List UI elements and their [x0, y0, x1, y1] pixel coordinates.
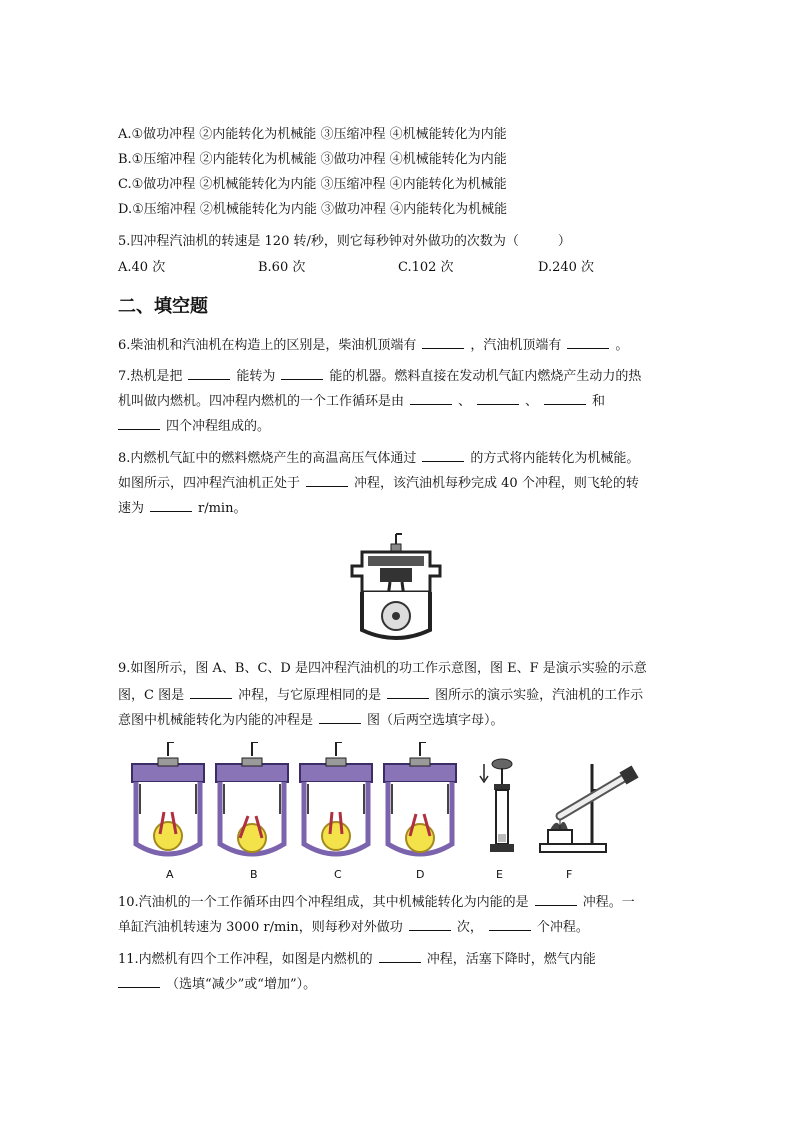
engine-figure: [350, 532, 442, 648]
answer-blank[interactable]: [379, 950, 421, 963]
q9-line-3: [118, 711, 504, 730]
q7-text: 7.热机是把: [118, 369, 183, 384]
answer-blank[interactable]: [477, 392, 519, 405]
q7-text: 机叫做内燃机。四冲程内燃机的一个工作循环是由: [118, 394, 405, 409]
q8-text: 速为: [118, 501, 145, 516]
test-tube-apparatus-f: [536, 760, 640, 858]
answer-blank[interactable]: [422, 336, 464, 349]
engine-diagram-d: [380, 742, 460, 864]
q9-text: 冲程，与它原理相同的是: [238, 688, 382, 703]
q7-text: 、: [458, 394, 472, 409]
figure-caption-e: E: [496, 868, 503, 881]
answer-blank[interactable]: [410, 392, 452, 405]
answer-blank[interactable]: [190, 686, 232, 699]
answer-blank[interactable]: [188, 367, 230, 380]
q7-text: 能的机器。燃料直接在发动机气缸内燃烧产生动力的热: [329, 369, 642, 384]
q4-option-d: D.①压缩冲程 ②机械能转化为内能 ③做功冲程 ④内能转化为机械能: [118, 202, 508, 217]
compression-apparatus-e: [478, 758, 518, 858]
figure-caption-f: F: [566, 868, 573, 881]
answer-blank[interactable]: [281, 367, 323, 380]
q10-text: 10.汽油机的一个工作循环由四个冲程组成，其中机械能转化为内能的是: [118, 895, 529, 910]
answer-blank[interactable]: [306, 474, 348, 487]
q9-text: 图，C 图是: [118, 688, 185, 703]
q6-text-3: 。: [615, 338, 629, 353]
q5-stem: 5.四冲程汽油机的转速是 120 转/秒，则它每秒钟对外做功的次数为（ ）: [118, 234, 571, 249]
q4-option-a: A.①做功冲程 ②内能转化为机械能 ③压缩冲程 ④机械能转化为内能: [118, 127, 507, 142]
q7-line-1: [118, 367, 641, 386]
q7-line-3: [118, 417, 270, 436]
q11-text: （选填“减少”或“增加”）。: [166, 977, 317, 992]
q9-text: 意图中机械能转化为内能的冲程是: [118, 713, 314, 728]
figure-caption-c: C: [334, 868, 342, 881]
q6-line: [118, 336, 628, 355]
engine-diagram-b: [212, 742, 292, 864]
q11-line-1: [118, 950, 596, 969]
engine-diagram-c: [296, 742, 376, 864]
answer-blank[interactable]: [422, 449, 464, 462]
q6-text-1: 6.柴油机和汽油机在构造上的区别是，柴油机顶端有: [118, 338, 417, 353]
answer-blank[interactable]: [118, 417, 160, 430]
figure-caption-d: D: [416, 868, 425, 881]
q8-text: r/min。: [198, 501, 247, 516]
answer-blank[interactable]: [544, 392, 586, 405]
figure-caption-b: B: [250, 868, 258, 881]
q10-text: 单缸汽油机转速为 3000 r/min，则每秒对外做功: [118, 920, 403, 935]
q9-line-1: 9.如图所示，图 A、B、C、D 是四冲程汽油机的功工作示意图，图 E、F 是演示实验的示意: [118, 661, 647, 676]
q8-text: 冲程，该汽油机每秒完成 40 个冲程，则飞轮的转: [354, 476, 639, 491]
q10-text: 次，: [456, 920, 483, 935]
q10-line-2: [118, 918, 589, 937]
section-title: 二、填空题: [118, 296, 208, 317]
q4-option-b: B.①压缩冲程 ②内能转化为机械能 ③做功冲程 ④机械能转化为内能: [118, 152, 507, 167]
q5-option-b: B.60 次: [258, 260, 306, 275]
q8-text: 如图所示，四冲程汽油机正处于: [118, 476, 301, 491]
answer-blank[interactable]: [535, 893, 577, 906]
figure-caption-a: A: [166, 868, 174, 881]
q11-text: 11.内燃机有四个工作冲程，如图是内燃机的: [118, 952, 373, 967]
answer-blank[interactable]: [387, 686, 429, 699]
q7-text: 、: [525, 394, 539, 409]
q4-option-c: C.①做功冲程 ②机械能转化为内能 ③压缩冲程 ④内能转化为机械能: [118, 177, 507, 192]
q8-line-3: [118, 499, 246, 518]
q11-line-2: [118, 975, 316, 994]
q5-option-c: C.102 次: [398, 260, 454, 275]
q8-line-1: [118, 449, 639, 468]
q7-text: 能转为: [236, 369, 276, 384]
answer-blank[interactable]: [409, 918, 451, 931]
engine-diagram-a: [128, 742, 208, 864]
answer-blank[interactable]: [489, 918, 531, 931]
q9-text: 图（后两空选填字母）。: [367, 713, 504, 728]
answer-blank[interactable]: [567, 336, 609, 349]
q8-text: 的方式将内能转化为机械能。: [470, 451, 640, 466]
q7-text: 四个冲程组成的。: [166, 419, 271, 434]
q8-line-2: [118, 474, 639, 493]
q9-text: 图所示的演示实验，汽油机的工作示: [435, 688, 644, 703]
q7-line-2: [118, 392, 605, 411]
answer-blank[interactable]: [118, 975, 160, 988]
q5-option-d: D.240 次: [538, 260, 595, 275]
q8-text: 8.内燃机气缸中的燃料燃烧产生的高温高压气体通过: [118, 451, 417, 466]
answer-blank[interactable]: [150, 499, 192, 512]
answer-blank[interactable]: [319, 711, 361, 724]
q11-text: 冲程，活塞下降时，燃气内能: [426, 952, 596, 967]
q9-line-2: [118, 686, 643, 705]
q10-line-1: [118, 893, 635, 912]
q10-text: 个冲程。: [536, 920, 589, 935]
q7-text: 和: [592, 394, 606, 409]
q6-text-2: ，汽油机顶端有: [470, 338, 562, 353]
q5-option-a: A.40 次: [118, 260, 166, 275]
q10-text: 冲程。一: [582, 895, 635, 910]
